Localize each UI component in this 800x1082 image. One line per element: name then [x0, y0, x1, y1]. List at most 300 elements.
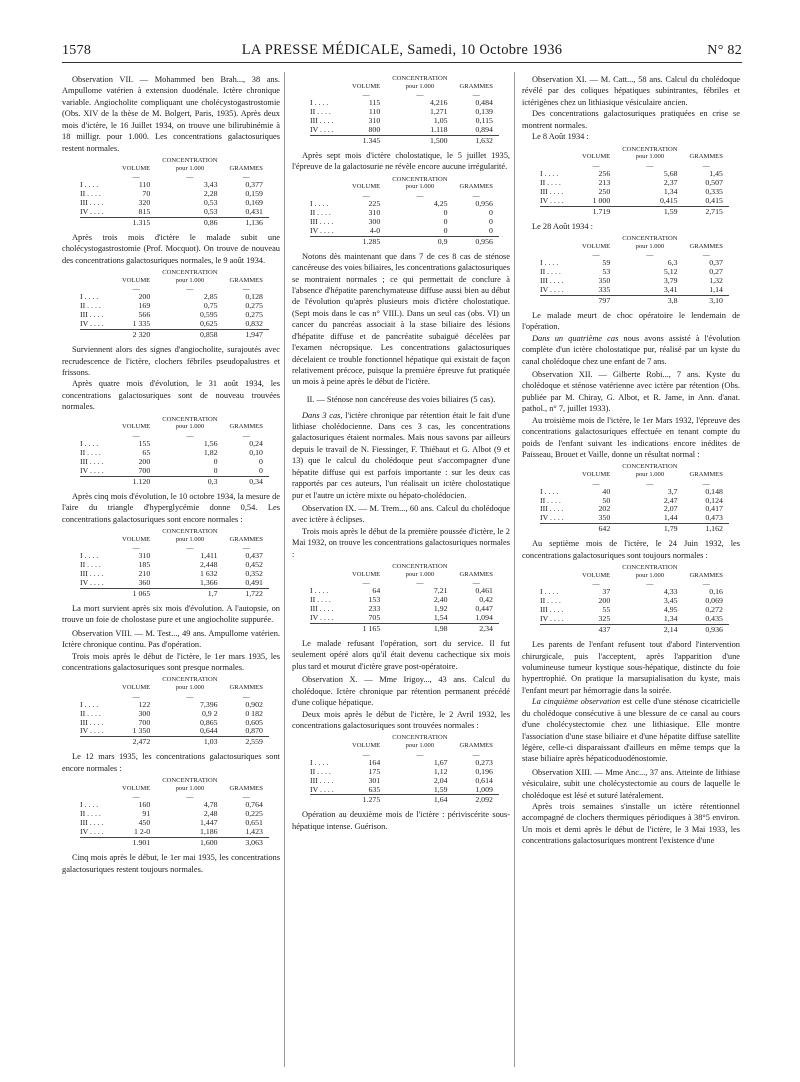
row-label: IV . . . .	[80, 827, 104, 837]
row-label: IV . . . .	[540, 195, 564, 205]
table-cell: 0,148	[705, 486, 723, 496]
concentration-label: CONCENTRATION	[162, 676, 218, 684]
table-dash: —	[186, 544, 194, 553]
table-header-volume: VOLUME	[582, 470, 611, 478]
paragraph-text: Au troisième mois de l'ictère, le 1er Mars 1932, l'épreuve des concentrations galactosuriques effectuée en tenant compte du poids de l'enfant suivant les indications encore inédites de Paisseau, Brouet et Vaille, donne un résultat normal :	[522, 415, 740, 459]
table-cell: 225	[368, 199, 381, 209]
table-header-blank	[310, 734, 346, 750]
table-header-blank	[80, 269, 116, 285]
observation-heading	[62, 628, 280, 651]
paragraph-text: Cinq mois après le début, le 1er mai 1935, les concentrations galactosuriques restent toujours normales.	[62, 853, 280, 874]
paragraph	[522, 108, 740, 131]
paragraph-text: Observation X. — Mme Irigoy..., 43 ans. Calcul du cholédoque. Ictère chronique par rétention permanent précédé d'une colique hépatique.	[292, 675, 510, 708]
table-cell: 0,435	[705, 614, 723, 624]
table-total-cell: 1,98	[386, 624, 453, 634]
table-total-cell: 0,34	[224, 476, 269, 486]
row-label: IV . . . .	[80, 465, 104, 475]
table-cell: 360	[138, 577, 151, 587]
paragraph	[292, 251, 510, 388]
table-cell: 0,870	[245, 726, 263, 736]
observation-heading	[522, 369, 740, 415]
table-cell: 1,82	[203, 447, 218, 457]
concentration-unit: pour 1.000	[175, 164, 205, 172]
table-row	[80, 190, 269, 199]
table-row	[540, 597, 729, 606]
table-cell: 65	[142, 447, 151, 457]
row-label: IV . . . .	[310, 613, 334, 623]
table-cell: 70	[142, 189, 151, 199]
concentration-unit: pour 1.000	[175, 423, 205, 431]
table-dash: —	[646, 251, 654, 260]
data-table	[80, 676, 269, 747]
table-cell: 700	[138, 717, 151, 727]
row-label: III . . . .	[310, 604, 334, 614]
table-total-row	[540, 295, 729, 305]
table-header-volume: VOLUME	[582, 242, 611, 250]
row-label: II . . . .	[80, 189, 101, 199]
table-cell: 4-0	[369, 225, 381, 235]
table-dash: —	[592, 161, 600, 170]
table-header-concentration	[386, 176, 453, 192]
table-cell: 5,12	[663, 267, 678, 277]
total-spacer	[540, 524, 576, 534]
table-row	[310, 786, 499, 795]
row-label: IV . . . .	[80, 319, 104, 329]
row-label: II . . . .	[310, 595, 331, 605]
table-dash: —	[416, 750, 424, 759]
paragraph	[292, 638, 510, 672]
row-label: III . . . .	[80, 717, 104, 727]
issue-number: N° 82	[707, 43, 742, 58]
concentration-unit: pour 1.000	[635, 470, 665, 478]
table-dash: —	[416, 579, 424, 588]
total-spacer	[310, 236, 346, 246]
table-total-cell: 797	[576, 295, 616, 305]
table-total-cell: 1.315	[116, 217, 156, 227]
table-total-cell: 0,858	[156, 330, 223, 340]
table-header-grammes: GRAMMES	[689, 242, 723, 250]
table-total-cell: 437	[576, 625, 616, 635]
paragraph	[62, 491, 280, 525]
table-cell: 0,335	[705, 186, 723, 196]
paragraph	[62, 751, 280, 774]
concentration-label: CONCENTRATION	[162, 527, 218, 535]
table-cell: 0,275	[245, 310, 263, 320]
table-cell: 0,437	[245, 551, 263, 561]
row-label: II . . . .	[310, 766, 331, 776]
paragraph-text: Observation VII. — Mohammed ben Brah..., 38 ans. Ampullome vatérien à extension duodénale. Ictère chronique variable. Angiocholite compliquant une cholécystogastrostomie (Obs. XIV de la thèse de M. Bolgert, Paris, 1935). Après deux mois d'ictère, le 16 Juillet 1934, on trouve une bilirubinémie à 18 milligr. pour 1.000. Les concentrations galactosuriques restent normales.	[62, 75, 280, 153]
table-header-grammes: GRAMMES	[229, 164, 263, 172]
table-cell: 0,417	[705, 504, 723, 514]
table-header-blank	[540, 235, 576, 251]
italic-lead: Dans un quatrième cas	[532, 333, 619, 343]
paragraph	[522, 131, 740, 142]
concentration-unit: pour 1.000	[405, 82, 435, 90]
table-cell: 0,53	[203, 207, 218, 217]
table-cell: 1,67	[433, 757, 448, 767]
table-header-grammes: GRAMMES	[689, 153, 723, 161]
paragraph-text: Observation VIII. — M. Test..., 49 ans. Ampullome vatérien. Ictère chronique continu. Pas d'opération.	[62, 628, 280, 650]
table-cell: 202	[598, 504, 611, 514]
table-cell: 705	[368, 613, 381, 623]
table-header-blank	[540, 146, 576, 162]
table-total-row	[310, 236, 499, 246]
concentration-unit: pour 1.000	[175, 684, 205, 691]
concentration-label: CONCENTRATION	[392, 175, 448, 183]
table-header-concentration	[616, 146, 683, 162]
row-label: II . . . .	[540, 596, 561, 606]
table-header-concentration	[386, 75, 453, 91]
table-total-cell: 2,34	[454, 624, 499, 634]
paragraph-text: Observation XII. — Gilberte Robi..., 7 ans. Kyste du cholédoque et sténose vatérienne avec ictère par rétention (Obs. publiée par M. Chiray, G. Albot, et R. Jame, in Ann. d'anat. pathol., n° 7, juillet 1933).	[522, 370, 740, 414]
table-row	[80, 710, 269, 719]
table-cell: 0,491	[245, 577, 263, 587]
table-cell: 1,411	[200, 551, 218, 561]
italic-lead: Dans 3 cas,	[302, 410, 343, 420]
table-row	[540, 286, 729, 295]
table-row	[80, 440, 269, 449]
concentration-label: CONCENTRATION	[622, 463, 678, 471]
table-header-concentration	[156, 528, 223, 544]
paragraph	[62, 232, 280, 266]
row-label: I . . . .	[80, 551, 99, 561]
total-spacer	[310, 624, 346, 634]
table-cell: 0	[488, 225, 493, 235]
table-row	[310, 605, 499, 614]
table-cell: 0,225	[245, 809, 263, 819]
paragraph-text: Notons dès maintenant que dans 7 de ces 8 cas de sténose cancéreuse des voies biliaires, les concentrations galactosuriques se montraient normales ; ce qui permettait de conclure à l'absence d'hépatite parenchymateuse diffuse aussi bien au début de l'évolution qu'après plusieurs mois d'ictère cholostatique. (Sept mois dans le cas n° VIII.). Dans un seul cas (obs. VI) un cancer du pancréas associait à la stase biliaire des lésions d'hépatite diffuse et de pancréatite subaiguë décelées par l'examen nécropsique. Les concentrations galactosuriques décelaient ce trouble fonctionnel hépatique qui existait de façon relativement précoce, puisque la première épreuve fut pratiquée un mois à peine après le début de l'ictère.	[292, 251, 510, 387]
table-header-volume: VOLUME	[352, 742, 381, 750]
paragraph	[522, 221, 740, 232]
table-dash: —	[242, 173, 250, 182]
table-row	[540, 179, 729, 188]
concentration-unit: pour 1.000	[175, 784, 205, 792]
paragraph	[292, 150, 510, 173]
paragraph-text: Après sept mois d'ictère cholostatique, le 5 juillet 1935, l'épreuve de la galactosurie ne révèle encore aucune irrégularité.	[292, 150, 510, 172]
table-cell: 160	[138, 800, 151, 810]
table-row	[80, 199, 269, 208]
table-cell: 155	[138, 438, 151, 448]
row-label: II . . . .	[310, 107, 331, 117]
table-total-cell: 1,162	[684, 524, 729, 534]
table-header-volume: VOLUME	[122, 784, 151, 792]
concentration-label: CONCENTRATION	[392, 563, 448, 571]
table-total-row	[80, 838, 269, 848]
row-label: III . . . .	[80, 198, 104, 208]
table-row	[540, 197, 729, 206]
concentration-unit: pour 1.000	[635, 153, 665, 161]
paragraph-text: Le 12 mars 1935, les concentrations galactosuriques sont encore normales :	[62, 752, 280, 773]
table-row	[310, 117, 499, 126]
table-cell: 0	[213, 465, 218, 475]
paragraph-text: Après trois mois d'ictère le malade subit une cholécystogastrostomie (Prof. Mocquot). On trouve de nouveau des concentrations galactosuriques normales, le 9 août 1934.	[62, 232, 280, 265]
paragraph-text: Le 8 Août 1934 :	[532, 132, 589, 142]
table-header-concentration	[156, 777, 223, 793]
table-dash: —	[242, 431, 250, 440]
table-row	[80, 208, 269, 217]
data-table	[80, 777, 269, 848]
table-header-concentration	[156, 676, 223, 692]
table-cell: 0,764	[245, 800, 263, 810]
table-dash: —	[242, 692, 250, 701]
table-total-cell: 2,14	[616, 625, 683, 635]
table-cell: 0,275	[245, 301, 263, 311]
table-total-cell: 3,063	[224, 838, 269, 848]
data-table	[540, 463, 729, 534]
table-cell: 0	[443, 216, 448, 226]
table-total-cell: 1,59	[616, 206, 683, 216]
table-cell: 0,139	[475, 107, 493, 117]
table-dash: —	[362, 750, 370, 759]
table-cell: 0,273	[475, 757, 493, 767]
paragraph-text: Après cinq mois d'évolution, le 10 octobre 1934, la mesure de l'aire du triangle d'hyperglycémie donne 0,54. Les concentrations galactosuriques sont encore normales :	[62, 491, 280, 524]
table-dash: —	[362, 91, 370, 100]
table-header-blank	[80, 157, 116, 173]
table-total-cell: 1,947	[224, 330, 269, 340]
data-table	[80, 269, 269, 340]
table-cell: 1,56	[203, 438, 218, 448]
paragraph	[292, 809, 510, 832]
section-heading: II. — Sténose non cancéreuse des voies biliaires (5 cas).	[306, 394, 496, 404]
table-dash: —	[416, 191, 424, 200]
paragraph-text: est celle d'une sténose cicatricielle du cholédoque consécutive à une blessure de ce canal au cours d'une cholécystectomie chez une lithiasique. Elle montre l'association d'une stase biliaire et d'une hépatite diffuse satellite légère, celle-ci disparaissant d'ailleurs en même temps que la stase biliaire après hépaticoduodénostomie.	[522, 697, 740, 764]
table-cell: 200	[598, 596, 611, 606]
table-cell: 0	[488, 216, 493, 226]
paragraph-text: Deux mois après le début de l'ictère, le 2 Avril 1932, les concentrations galactosuriques sont trouvées normales :	[292, 709, 510, 731]
row-label: I . . . .	[540, 168, 559, 178]
column-1	[62, 72, 280, 1072]
table-cell: 0,832	[245, 319, 263, 329]
table-row	[540, 277, 729, 286]
table-total-cell: 1 065	[116, 588, 156, 598]
table-row	[80, 819, 269, 828]
table-cell: 0,415	[659, 195, 678, 205]
total-spacer	[310, 795, 346, 805]
table-total-row	[80, 588, 269, 598]
paragraph	[62, 344, 280, 378]
table-total-cell: 2 320	[116, 330, 156, 340]
table-total-cell: 1.345	[346, 136, 386, 146]
row-label: I . . . .	[80, 292, 99, 302]
table-total-cell: 0,3	[156, 476, 223, 486]
table-cell: 450	[138, 818, 151, 828]
row-label: II . . . .	[80, 447, 101, 457]
table-total-row	[80, 737, 269, 747]
table-dash: —	[132, 692, 140, 701]
table-row	[540, 268, 729, 277]
table-total-row	[310, 795, 499, 805]
table-total-row	[540, 625, 729, 635]
table-cell: 164	[368, 757, 381, 767]
paragraph-text: Le 28 Août 1934 :	[532, 221, 593, 231]
concentration-unit: pour 1.000	[635, 242, 665, 250]
table-cell: 1,34	[663, 614, 678, 624]
table-cell: 37	[602, 587, 611, 597]
table-row	[80, 719, 269, 728]
row-label: III . . . .	[80, 456, 104, 466]
table-total-cell: 1,632	[454, 136, 499, 146]
table-total-cell: 2,559	[224, 737, 269, 747]
table-dash: —	[702, 251, 710, 260]
data-table	[80, 528, 269, 599]
table-header-volume: VOLUME	[352, 183, 381, 191]
table-header-volume: VOLUME	[582, 153, 611, 161]
table-row	[310, 126, 499, 135]
table-row	[80, 570, 269, 579]
table-header-volume: VOLUME	[352, 570, 381, 578]
table-cell: 175	[368, 766, 381, 776]
table-header-volume: VOLUME	[122, 684, 151, 691]
table-header-grammes: GRAMMES	[459, 183, 493, 191]
paragraph-text: Trois mois après le début de l'ictère, le 1er mars 1935, les concentrations galactosuriques sont presque normales.	[62, 651, 280, 672]
table-dash: —	[242, 544, 250, 553]
table-cell: 1,271	[429, 107, 448, 117]
table-cell: 3,7	[667, 486, 678, 496]
table-row	[540, 514, 729, 523]
table-header-grammes: GRAMMES	[229, 535, 263, 543]
table-total-cell: 1,64	[386, 795, 453, 805]
table-total-cell: 1.275	[346, 795, 386, 805]
table-cell: 1,59	[433, 784, 448, 794]
table-cell: 55	[602, 605, 611, 615]
table-cell: 0,625	[199, 319, 218, 329]
table-cell: 91	[142, 809, 151, 819]
table-cell: 0,461	[475, 586, 493, 596]
row-label: I . . . .	[310, 199, 329, 209]
table-row	[540, 588, 729, 597]
data-table	[540, 146, 729, 217]
table-cell: 0,484	[475, 98, 493, 108]
paragraph-text: Observation IX. — M. Trem..., 60 ans. Calcul du cholédoque avec ictère à éclipses.	[292, 503, 510, 525]
table-header-blank	[80, 416, 116, 432]
table-cell: 0	[443, 225, 448, 235]
table-row	[310, 614, 499, 623]
paragraph	[522, 310, 740, 333]
table-cell: 0,894	[475, 125, 493, 135]
row-label: III . . . .	[540, 504, 564, 514]
table-cell: 0,614	[475, 775, 493, 785]
table-cell: 635	[368, 784, 381, 794]
concentration-unit: pour 1.000	[405, 183, 435, 191]
table-row	[540, 606, 729, 615]
table-total-cell: 1 165	[346, 624, 386, 634]
row-label: I . . . .	[310, 98, 329, 108]
table-cell: 3,41	[663, 284, 678, 294]
table-cell: 0,644	[199, 726, 218, 736]
table-header-blank	[540, 463, 576, 479]
table-dash: —	[472, 750, 480, 759]
paragraph-text: Les parents de l'enfant refusent tout d'abord l'intervention chirurgicale, puis l'acceptent, après l'apparition d'une volumineuse tumeur kystique sous-hépatique, distincte du foie hypertrophié. On pratique la marsupialisation du kyste, mais l'enfant meurt par hémorragie dans la soirée.	[522, 640, 740, 695]
row-label: III . . . .	[540, 276, 564, 286]
concentration-unit: pour 1.000	[635, 571, 665, 579]
table-row	[540, 488, 729, 497]
table-cell: 4,25	[433, 199, 448, 209]
table-row	[80, 311, 269, 320]
table-cell: 1 335	[132, 319, 151, 329]
table-row	[310, 200, 499, 209]
table-cell: 0,956	[475, 199, 493, 209]
table-dash: —	[186, 793, 194, 802]
table-cell: 169	[138, 301, 151, 311]
table-row	[310, 227, 499, 236]
table-cell: 0,115	[475, 116, 493, 126]
paragraph-text: nous avons assisté à l'évolution complète d'un ictère cholostatique pur, réalisé par un kyste du canal cholédoque chez une enfant de 7 ans.	[522, 333, 740, 366]
table-cell: 1,423	[245, 827, 263, 837]
table-dash: —	[702, 479, 710, 488]
table-row	[540, 497, 729, 506]
table-cell: 320	[138, 198, 151, 208]
table-cell: 0,159	[245, 189, 263, 199]
table-cell: 6,3	[667, 258, 678, 268]
concentration-unit: pour 1.000	[175, 535, 205, 543]
table-cell: 1 632	[199, 569, 218, 579]
table-cell: 0,10	[249, 447, 263, 457]
table-row	[310, 768, 499, 777]
table-total-cell: 0,9	[386, 236, 453, 246]
table-cell: 0	[443, 207, 448, 217]
table-dash: —	[186, 285, 194, 294]
table-row	[80, 727, 269, 736]
table-cell: 153	[368, 595, 381, 605]
table-header-volume: VOLUME	[122, 423, 151, 431]
table-total-row	[310, 136, 499, 146]
table-cell: 0,651	[245, 818, 263, 828]
table-header-grammes: GRAMMES	[229, 684, 263, 691]
table-header-blank	[310, 75, 346, 91]
row-label: IV . . . .	[310, 225, 334, 235]
table-dash: —	[132, 793, 140, 802]
table-cell: 1,14	[709, 284, 723, 294]
row-label: III . . . .	[310, 116, 334, 126]
concentration-unit: pour 1.000	[405, 570, 435, 578]
paragraph-text: Le malade refusant l'opération, sort du service. Il fut seulement opéré alors qu'il était devenu cachectique six mois plus tard et mourut d'ictère grave post-opératoire.	[292, 639, 510, 671]
table-total-cell: 1,79	[616, 524, 683, 534]
table-row	[80, 561, 269, 570]
table-cell: 1.118	[430, 125, 448, 135]
table-cell: 0,27	[709, 267, 723, 277]
paragraph-text: Trois mois après le début de la première poussée d'ictère, le 2 Mai 1932, on trouve les concentrations galactosuriques normales :	[292, 526, 510, 559]
table-header-grammes: GRAMMES	[689, 470, 723, 478]
table-row	[80, 181, 269, 190]
table-cell: 0,069	[705, 596, 723, 606]
observation-heading	[522, 767, 740, 801]
table-cell: 1,186	[199, 827, 218, 837]
table-cell: 0,16	[709, 587, 723, 597]
paragraph-text: Au septième mois de l'ictère, le 24 Juin 1932, les concentrations galactosuriques sont toujours normales :	[522, 539, 740, 560]
total-spacer	[540, 625, 576, 635]
table-total-row	[310, 624, 499, 634]
table-dash: —	[472, 91, 480, 100]
table-row	[310, 108, 499, 117]
table-cell: 53	[602, 267, 611, 277]
table-cell: 1 350	[132, 726, 151, 736]
row-label: IV . . . .	[310, 784, 334, 794]
table-cell: 800	[368, 125, 381, 135]
table-total-cell: 3,10	[684, 295, 729, 305]
table-dash: —	[242, 793, 250, 802]
paragraph-text: Observation XIII. — Mme Anc..., 37 ans. Atteinte de lithiase vésiculaire, subit une cholécystectomie au cours de laquelle le cholédoque est lésé et suturé latéralement.	[522, 767, 740, 800]
table-cell: 185	[138, 560, 151, 570]
table-cell: 1,447	[199, 818, 218, 828]
column-3	[522, 72, 740, 1072]
row-label: II . . . .	[80, 560, 101, 570]
row-label: IV . . . .	[540, 513, 564, 523]
row-label: III . . . .	[80, 569, 104, 579]
table-row	[310, 209, 499, 218]
table-cell: 110	[368, 107, 381, 117]
table-total-cell: 1.285	[346, 236, 386, 246]
table-row	[80, 810, 269, 819]
